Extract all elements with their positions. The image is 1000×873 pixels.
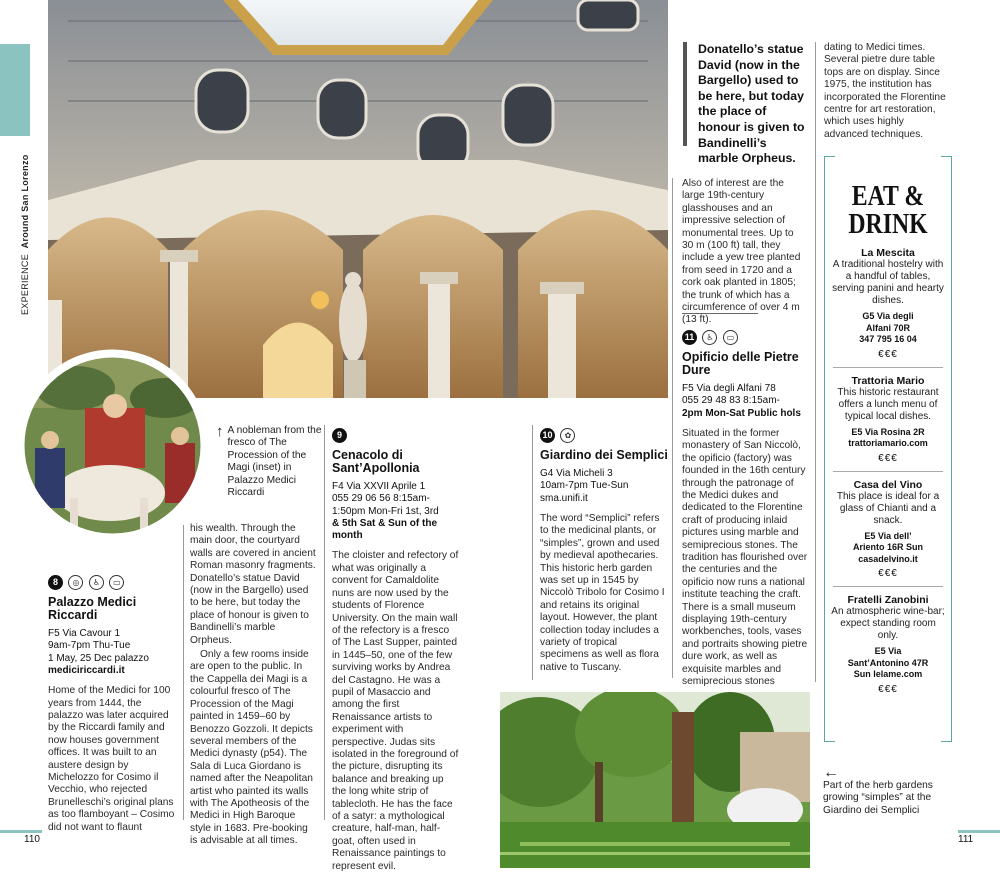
venue-info: 347 795 16 04 [859,334,917,344]
eat-title-line: DRINK [848,208,928,240]
section-tab-left [0,44,30,136]
box-corner [941,741,951,742]
semplici-title: Giardino dei Semplici [540,448,668,462]
apollonia-body: The cloister and refectory of what was originally a convent for Camaldolite nuns are now used by the students of Florence University. On the main wall of the refectory is a fresco of The Last Supper, painted in 1445–50, one of the few surviving works by Andrea del Castagno. He was a pupil of Masaccio and among the first Renaissance artists to experiment with perspective. Judas sits isolated in the foreground of the picture, disrupting its balance and breaking up the long white strip of tablecloth. He has the face of a satyr: a mythological creature, half-man, half-goat, often used in Renaissance paintings to represent evil. [332,550,459,872]
medici-website-link[interactable]: mediciriccardi.it [48,664,125,676]
venue-name: Fratelli Zanobini [847,594,929,606]
box-corner [825,741,835,742]
entry-number: 10 [540,428,555,443]
venue-website-link[interactable]: Sun lelame.com [853,669,923,679]
venue-name: Casa del Vino [853,478,923,491]
opificio-info-line: 055 29 48 83 8:15am- [682,395,780,407]
venue [825,479,951,580]
caption-arrow-left-icon: ← [823,764,839,781]
venue-name: La Mescita [861,247,915,259]
caption-left-text: A nobleman from the fresco of The Procession of the Magi (inset) in Palazzo Medici Riccardi [227,425,322,499]
venue-desc: A traditional hostelry with a handful of tables, serving panini and hearty dishes. [832,259,944,306]
pull-quote: Donatello’s statue David (now in the Bargello) used to be here, but today the place of honour is given to Bandinelli’s marble Orpheus. [698,42,805,166]
caption-right-text: Part of the herb gardens growing “simples” at the Giardino dei Semplici [823,780,933,816]
venue [825,247,951,360]
venue-price: €€€ [878,452,898,464]
medici-body: Home of the Medici for 100 years from 1444, the palazzo was later acquired by the Riccardi family and now houses government offices. It was built to an austere design by Michelozzo for Cosimo il Vecchio, who rejected Brunelleschi’s original plans as too flamboyant – Cosimo did not want to flaunt [48,685,175,833]
medici-info [48,628,176,677]
page-corner-right [958,830,1000,833]
apollonia-info-line: 1:50pm Mon-Fri 1st, 3rd [332,505,439,517]
caption-right [823,766,953,817]
entry-number: 9 [332,428,347,443]
venue-divider [833,367,943,368]
accessibility-icon: ♿ [702,330,717,345]
accessibility-icon: ♿ [89,575,104,590]
caption-arrow-up-icon: ↑ [216,423,224,440]
venue-price: €€€ [878,348,898,360]
shop-icon: ▭ [109,575,124,590]
opificio-info-line: F5 Via degli Alfani 78 [682,383,776,394]
box-corner [825,156,835,157]
page-number-right: 111 [958,834,974,845]
semplici-info [540,468,668,505]
opificio-info [682,383,810,420]
apollonia-info-line: & 5th Sat & Sun of the month [332,517,437,542]
opificio-title: Opificio delle Pietre Dure [682,350,799,377]
venue [825,594,951,695]
venue-info: Ariento 16R Sun [852,542,923,552]
medici-info-line: 1 May, 25 Dec palazzo [48,652,149,664]
eat-title-line: EAT & [851,180,925,212]
medici-title: Palazzo Medici Riccardi [48,595,137,622]
entry-number: 8 [48,575,63,590]
eat-drink-title [836,182,939,238]
eat-drink-box [824,156,952,742]
page-number-left: 110 [24,834,40,845]
side-label [20,154,30,315]
apollonia-info [332,481,460,542]
semplici-info-line: 10am-7pm Tue-Sun [540,480,629,492]
medici-entry [48,574,176,834]
semplici-website-link[interactable]: sma.unifi.it [540,492,588,504]
column-divider [183,525,184,820]
apollonia-title: Cenacolo di Sant’Apollonia [332,448,420,475]
column-divider [532,425,533,680]
venue-divider [833,471,943,472]
opificio-info-line: 2pm Mon-Sat Public hols [682,407,801,419]
fresco-inset [15,348,210,543]
medici-info-line: 9am-7pm Thu-Tue [48,640,131,652]
box-corner [941,156,951,157]
venue-name: Trattoria Mario [851,374,925,387]
venue-info: E5 Via dell’ [864,530,912,541]
semplici-entry [540,427,668,674]
garden-photo [500,692,810,868]
column-divider [672,178,673,678]
medici-info-line: F5 Via Cavour 1 [48,628,121,639]
section-divider [682,313,758,314]
apollonia-entry [332,427,460,873]
venue-desc: This place is ideal for a glass of Chianti and a snack. [836,490,940,526]
venue-info: Sant’Antonino 47R [847,657,929,668]
venue-website-link[interactable]: casadelvino.it [858,553,918,564]
semplici-body-cont: Also of interest are the large 19th-century glasshouses and an impressive selection of monumental trees. Up to 30 m (100 ft) tall, they include a yew tree planted from seed in 1720 and a cork oak planted in 1805; the trunk of which has a circumference of over 4 m (13 ft). [682,178,801,326]
venue-divider [833,586,943,587]
camera-icon: ◎ [68,575,83,590]
venue-desc: An atmospheric wine-bar; expect standing room only. [831,606,945,641]
entry-number: 11 [682,330,697,345]
semplici-info-line: G4 Via Micheli 3 [540,468,613,479]
apollonia-info-line: 055 29 06 56 8:15am- [332,493,430,505]
venue-website-link[interactable]: trattoriamario.com [848,438,928,448]
column-divider [324,425,325,820]
venue-price: €€€ [878,683,898,695]
venue-info: E5 Via Rosina 2R [851,426,925,437]
page-corner-left [0,830,42,833]
venue-price: €€€ [878,568,898,579]
venue-desc: This historic restaurant offers a lunch menu of typical local dishes. [837,386,939,422]
courtyard-photo [48,0,668,398]
venue-info: Alfani 70R [865,322,910,333]
medici-body-cont [190,523,317,850]
apollonia-info-line: F4 Via XXVII Aprile 1 [332,481,426,492]
medici-body-paragraph: his wealth. Through the main door, the courtyard walls are covered in ancient Roman masonry fragments. Donatello’s statue David (now in the Bargello) used to be here, but today the place of honour is given to Bandinelli’s marble Orpheus. [190,523,316,646]
opificio-body-cont: dating to Medici times. Several pietre dure table tops are on display. Since 1975, the institution has incorporated the Florentine centre for art restoration, which uses highly advanced techniques. [824,42,946,140]
leaf-icon: ✿ [560,428,575,443]
semplici-body: The word “Semplici” refers to the medicinal plants, or “simples”, grown and used by medieval apothecaries. This historic herb garden was set up in 1545 by Niccolò Tribolo for Cosimo I and retains its original layout. However, the plant collection today includes a variety of tropical specimens as well as flora native to Tuscany. [540,512,665,673]
venue-info: G5 Via degli [862,311,914,321]
pull-quote-bar [683,42,687,146]
column-divider [815,42,816,682]
side-area: Around San Lorenzo [20,154,30,249]
caption-left [216,425,326,499]
opificio-body: Situated in the former monastery of San Niccolò, the opificio (factory) was founded in the 16th century through the patronage of the Medici dukes and dedicated to the Florentine craft of producing inlaid pictures using marble and semiprecious stones. The tradition has flourished over the centuries and the opificio now runs a national institute teaching the craft. There is a small museum displaying 19th-century workbenches, tools, vases and portraits showing pietre dure work, as well as exquisite marbles and semiprecious stones [682,427,808,688]
venue [825,375,951,464]
opificio-entry [682,329,810,688]
side-section: EXPERIENCE [20,253,30,315]
venue-info: E5 Via [874,646,902,656]
medici-body-paragraph: Only a few rooms inside are open to the public. In the Cappella dei Magi is a colourful fresco of The Procession of the Magi painted in 1459–60 by Benozzo Gozzoli. It depicts several members of the Medici dynasty (p54). The Sala di Luca Giordano is named after the Neapolitan artist who painted its walls with The Apotheosis of the Medici in High Baroque style in 1683. Pre-booking is advisable at all times. [190,649,313,847]
shop-icon: ▭ [723,330,738,345]
